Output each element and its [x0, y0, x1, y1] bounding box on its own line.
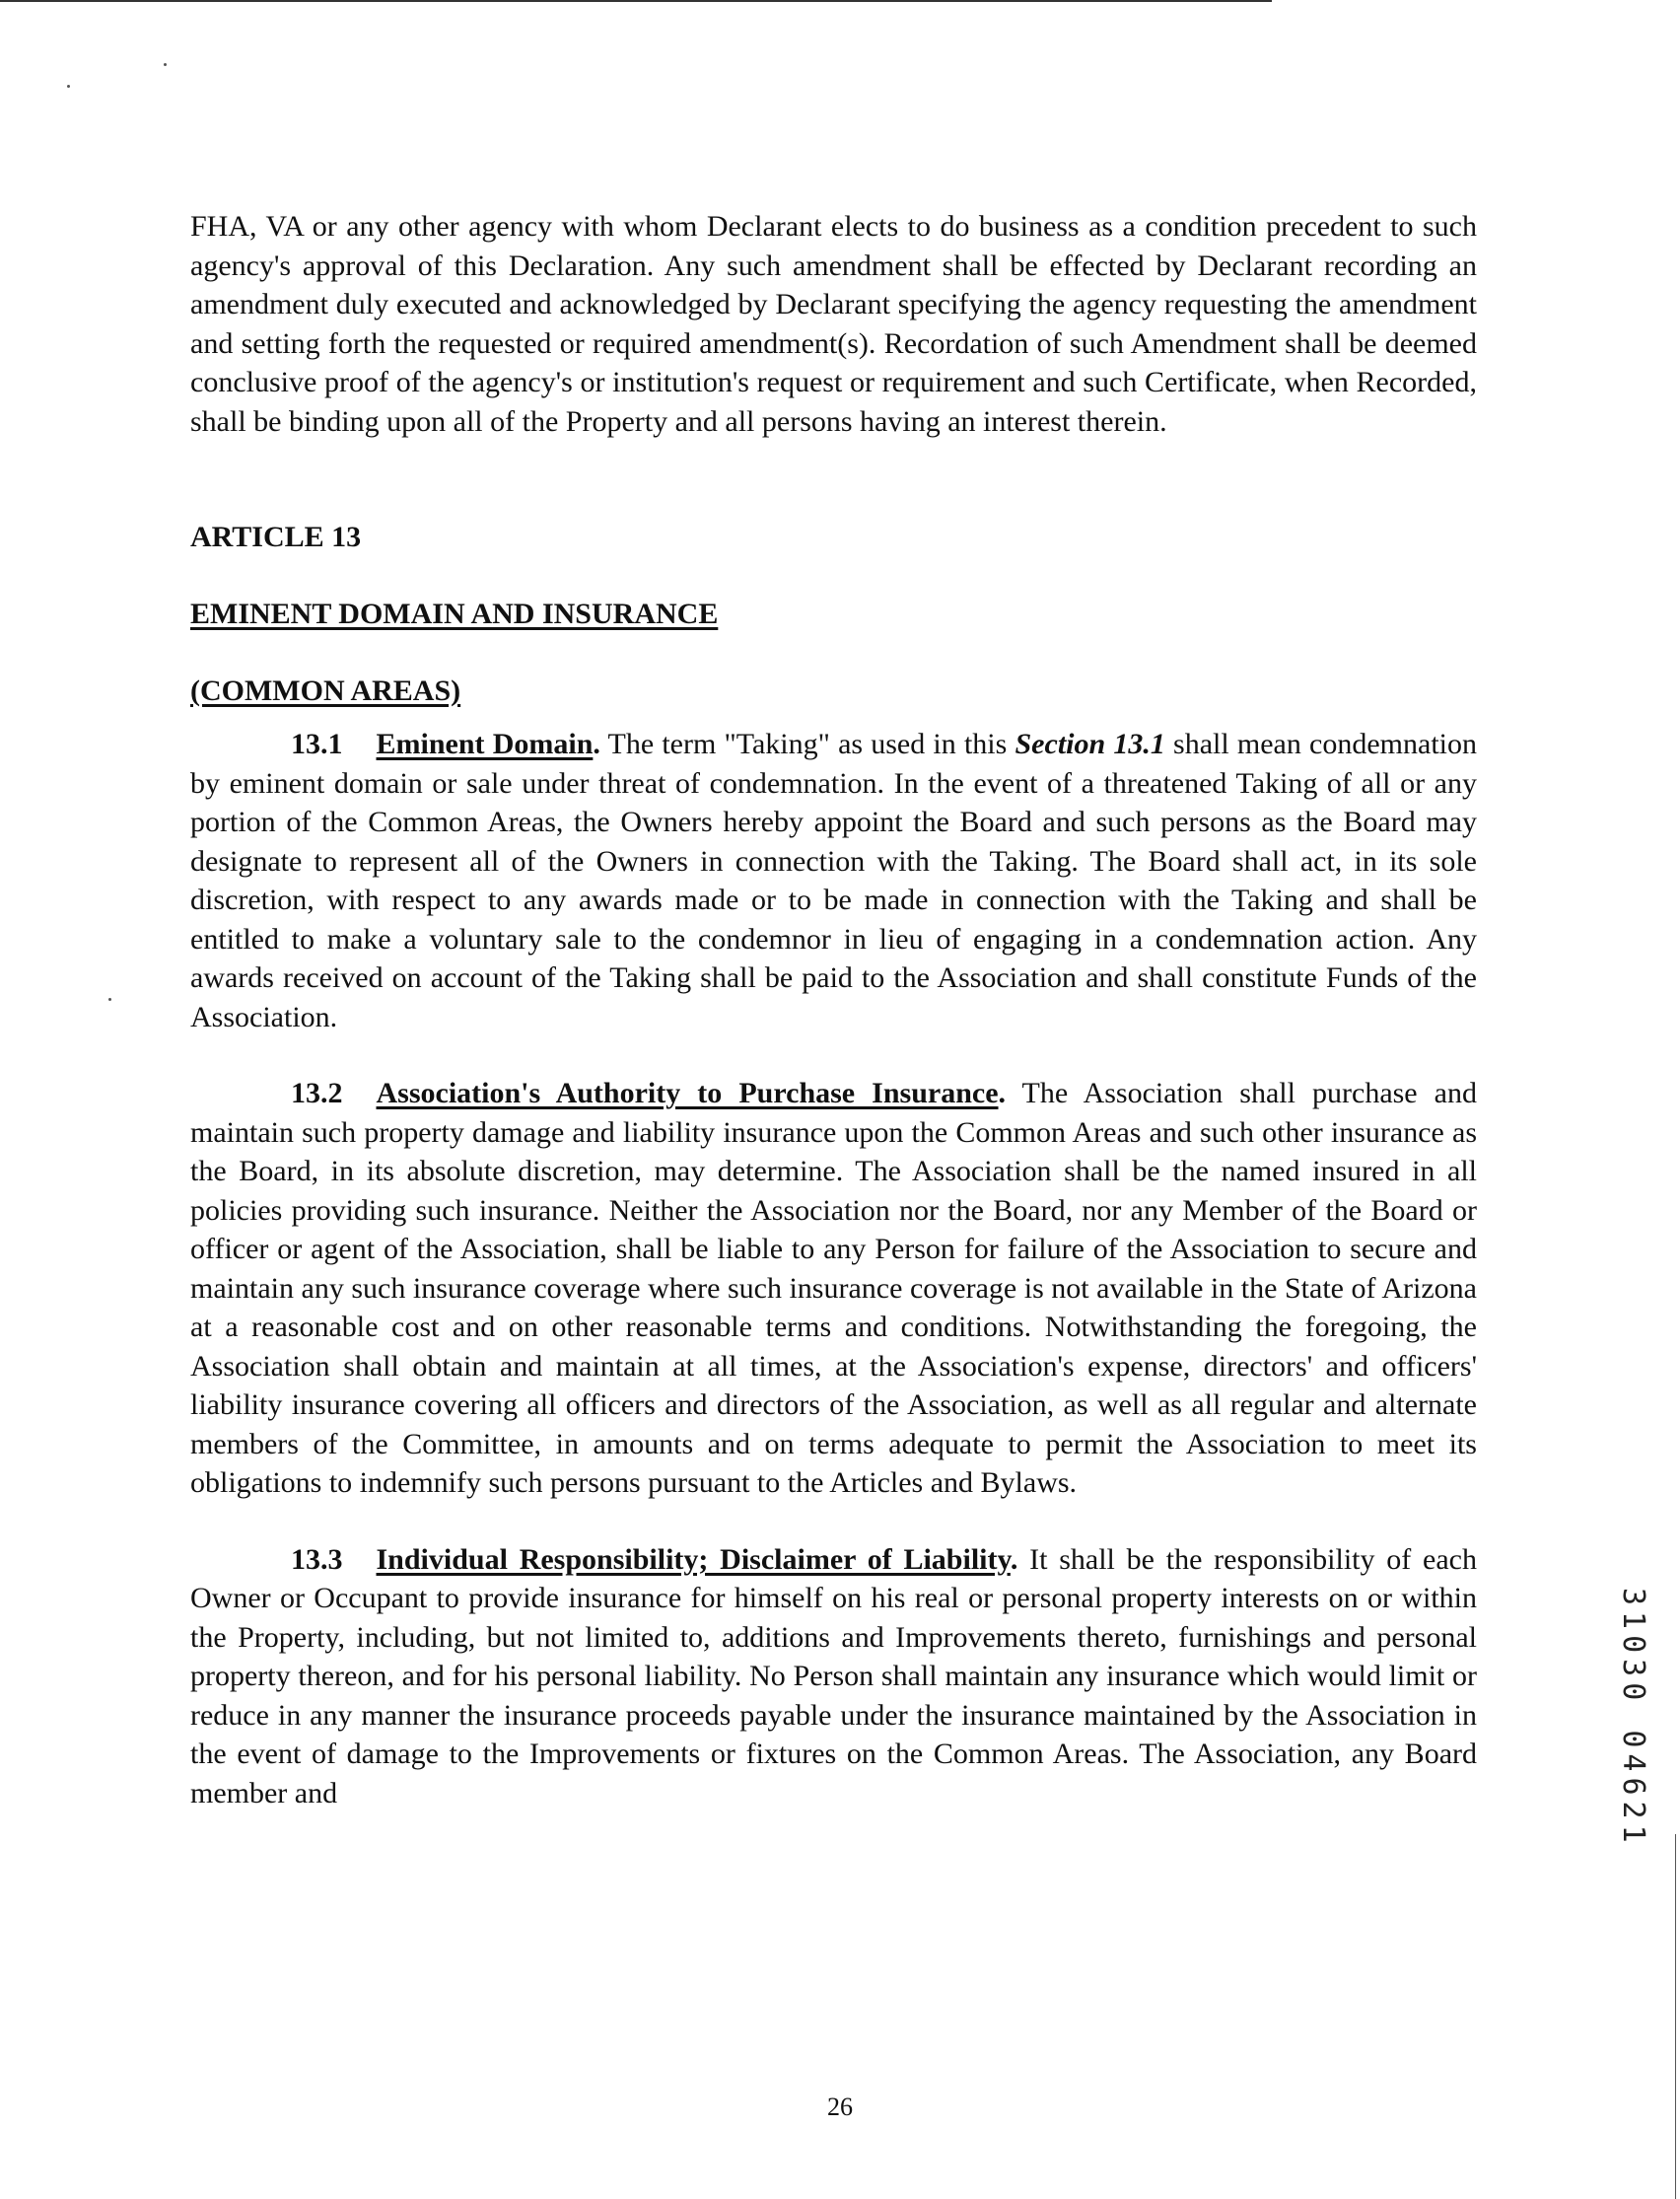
- top-border-line: [0, 0, 1272, 2]
- section-number: 13.3: [291, 1542, 343, 1576]
- section-text: shall mean condemnation by eminent domain or sale under threat of condemnation. In the event of a threatened Taking of all or any portion of the Common Areas, the Owners hereby appoint the Board and such persons as the Board may designate to represent all of the Owners in connection with the Taking. The Board shall act, in its sole discretion, with respect to any awards made or to be made in connection with the Taking and shall be entitled to make a voluntary sale to the condemnor in lieu of engaging in a condemnation action. Any awards received on account of the Taking shall be paid to the Association and shall constitute Funds of the Association.: [190, 728, 1478, 1033]
- section-13-2: 13.2 Association's Authority to Purchase Insurance. The Association shall purchase and maintain such property damage and liability insurance upon the Common Areas and such other insurance as the Board, in its absolute discretion, may determine. The Association shall be the named insured in all policies providing such insurance. Neither the Association nor the Board, nor any Member of the Board or officer or agent of the Association, shall be liable to any Person for failure of the Association to secure and maintain any such insurance coverage where such insurance coverage is not available in the State of Arizona at a reasonable cost and on other reasonable terms and conditions. Notwithstanding the foregoing, the Association shall obtain and maintain at all times, at the Association's expense, directors' and officers' liability insurance covering all officers and directors of the Association, as well as all regular and alternate members of the Committee, in amounts and on terms adequate to permit the Association to meet its obligations to indemnify such persons pursuant to the Articles and Bylaws.: [190, 1077, 1477, 1499]
- section-title: Individual Responsibility; Disclaimer of Liability: [376, 1542, 1011, 1576]
- section-reference: Section 13.1: [1015, 728, 1165, 760]
- section-text: It shall be the responsibility of each Owner or Occupant to provide insurance for himself on his real or personal property interests on or within the Property, including, but not limited to, additions and Improvements thereto, furnishings and personal property thereon, and for his personal liability. No Person shall maintain any insurance which would limit or reduce in any manner the insurance proceeds payable under the insurance maintained by the Association in the event of damage to the Improvements or fixtures on the Common Areas. The Association, any Board member and: [190, 1542, 1478, 1809]
- section-13-1: 13.1 Eminent Domain. The term "Taking" as used in this Section 13.1 shall mean condemnation by eminent domain or sale under threat of condemnation. In the event of a threatened Taking of all or any portion of the Common Areas, the Owners hereby appoint the Board and such persons as the Board may designate to represent all of the Owners in connection with the Taking. The Board shall act, in its sole discretion, with respect to any awards made or to be made in connection with the Taking and shall be entitled to make a voluntary sale to the condemnor in lieu of engaging in a condemnation action. Any awards received on account of the Taking shall be paid to the Association and shall constitute Funds of the Association.: [190, 728, 1478, 1033]
- article-label: ARTICLE 13: [190, 521, 362, 553]
- document-body: [190, 207, 1477, 1812]
- section-text: The term "Taking" as used in this: [599, 728, 1015, 760]
- article-title: EMINENT DOMAIN AND INSURANCE: [190, 598, 719, 630]
- section-text: The Association shall purchase and maintain such property damage and liability insurance upon the Common Areas and such other insurance as the Board, in its absolute discretion, may determine. The Association shall be the named insured in all policies providing such insurance. Neither the Association nor the Board, nor any Member of the Board or officer or agent of the Association, shall be liable to any Person for failure of the Association to secure and maintain any such insurance coverage where such insurance coverage is not available in the State of Arizona at a reasonable cost and on other reasonable terms and conditions. Notwithstanding the foregoing, the Association shall obtain and maintain at all times, at the Association's expense, directors' and officers' liability insurance covering all officers and directors of the Association, as well as all regular and alternate members of the Committee, in amounts and on terms adequate to permit the Association to meet its obligations to indemnify such persons pursuant to the Articles and Bylaws.: [190, 1077, 1477, 1499]
- scan-speck: [67, 85, 70, 88]
- page-number: 26: [827, 2093, 853, 2121]
- carryover-paragraph: FHA, VA or any other agency with whom Declarant elects to do business as a condition precedent to such agency's approval of this Declaration. Any such amendment shall be effected by Declarant recording an amendment duly executed and acknowledged by Declarant specifying the agency requesting the amendment and setting forth the requested or required amendment(s). Recordation of such Amendment shall be deemed conclusive proof of the agency's or institution's request or requirement and such Certificate, when Recorded, shall be binding upon all of the Property and all persons having an interest therein.: [190, 210, 1477, 438]
- section-title: Eminent Domain: [376, 728, 594, 760]
- section-13-3: 13.3 Individual Responsibility; Disclaimer of Liability. It shall be the responsibility of each Owner or Occupant to provide insurance for himself on his real or personal property interests on or within the Property, including, but not limited to, additions and Improvements thereto, furnishings and personal property thereon, and for his personal liability. No Person shall maintain any insurance which would limit or reduce in any manner the insurance proceeds payable under the insurance maintained by the Association in the event of damage to the Improvements or fixtures on the Common Areas. The Association, any Board member and: [190, 1542, 1478, 1809]
- section-number: 13.1: [291, 728, 343, 760]
- section-title: Association's Authority to Purchase Insurance: [376, 1077, 999, 1109]
- section-number: 13.2: [291, 1077, 343, 1109]
- article-subtitle: (COMMON AREAS): [190, 674, 461, 707]
- right-border-line: [1675, 1834, 1676, 2199]
- recording-stamp: 31030 04621: [1616, 1588, 1650, 1849]
- scan-speck: [164, 63, 167, 66]
- scan-speck: [108, 998, 111, 1001]
